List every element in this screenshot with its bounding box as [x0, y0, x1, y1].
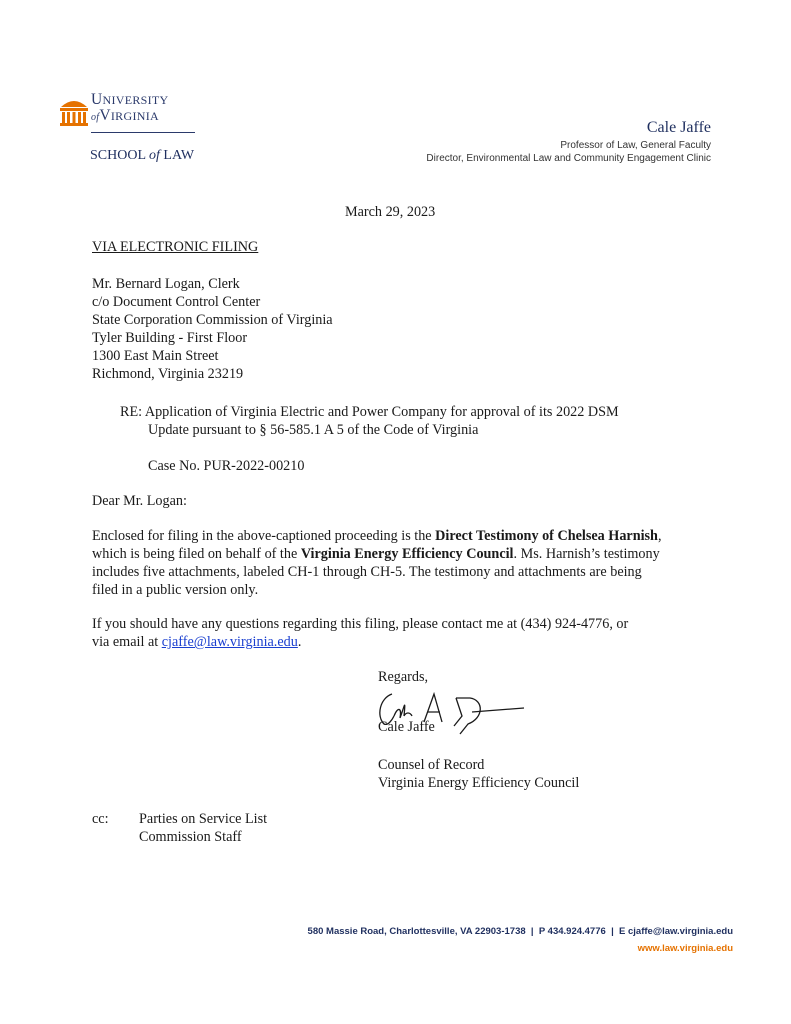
cc-item: Commission Staff [139, 829, 242, 845]
author-title-1: Professor of Law, General Faculty [560, 140, 711, 151]
text-run: , [657, 528, 662, 544]
cc-item: Parties on Service List [139, 811, 268, 827]
cc-label: cc: [92, 811, 109, 827]
body-paragraph-2 [92, 615, 628, 651]
footer-email: cjaffe@law.virginia.edu [628, 926, 733, 937]
address-line: Mr. Bernard Logan, Clerk [92, 276, 240, 292]
text-line: If you should have any questions regarding this filing, please contact me at (434) 924-4776, or [92, 616, 629, 632]
re-line: RE: Application of Virginia Electric and Power Company for approval of its 2022 DSM [120, 404, 619, 420]
footer-website: www.law.virginia.edu [637, 943, 733, 954]
text-run: Enclosed for filing in the above-captioned proceeding is the [92, 528, 436, 544]
signer-block [378, 756, 579, 792]
signer-organization: Virginia Energy Efficiency Council [378, 775, 580, 791]
signer-title: Counsel of Record [378, 757, 485, 773]
text-run: via email at [92, 634, 162, 650]
address-line: c/o Document Control Center [92, 294, 261, 310]
email-label: E [619, 926, 626, 937]
author-title-2: Director, Environmental Law and Community Engagement Clinic [426, 153, 711, 164]
text-run: . [297, 634, 302, 650]
university-logo [58, 92, 208, 172]
text-run: which is being filed on behalf of the [92, 546, 301, 562]
delivery-method: VIA ELECTRONIC FILING [92, 239, 259, 255]
footer-contact: 580 Massie Road, Charlottesville, VA 22903-1738 | P 434.924.4776 | E cjaffe@law.virginia.edu [307, 926, 733, 937]
school-name: SCHOOL of LAW [90, 148, 195, 163]
letter-date: March 29, 2023 [345, 204, 436, 220]
author-name: Cale Jaffe [646, 119, 711, 136]
address-line: Tyler Building - First Floor [92, 330, 248, 346]
university-wordmark: UNIVERSITY ofVIRGINIA [91, 91, 169, 124]
testimony-title: Direct Testimony of Chelsea Harnish [435, 528, 658, 544]
case-number: Case No. PUR-2022-00210 [148, 458, 305, 474]
address-line: Richmond, Virginia 23219 [92, 366, 244, 382]
logo-divider [91, 132, 195, 133]
closing: Regards, [378, 669, 429, 685]
cc-list [139, 810, 267, 846]
rotunda-icon [58, 94, 90, 126]
signer-name: Cale Jaffe [378, 719, 435, 735]
recipient-address [92, 275, 333, 383]
text-line: filed in a public version only. [92, 582, 259, 598]
address-line: State Corporation Commission of Virginia [92, 312, 333, 328]
client-name: Virginia Energy Efficiency Council [300, 546, 514, 562]
text-line: includes five attachments, labeled CH-1 through CH-5. The testimony and attachments are being [92, 564, 642, 580]
footer-phone: 434.924.4776 [547, 926, 606, 937]
salutation: Dear Mr. Logan: [92, 493, 187, 509]
body-paragraph-1 [92, 527, 662, 599]
email-link[interactable]: cjaffe@law.virginia.edu [161, 634, 298, 650]
text-run: . Ms. Harnish’s testimony [513, 546, 660, 562]
footer-address: 580 Massie Road, Charlottesville, VA 22903-1738 [307, 926, 526, 937]
re-line-continued: Update pursuant to § 56-585.1 A 5 of the Code of Virginia [148, 422, 479, 438]
phone-label: P [538, 926, 546, 937]
address-line: 1300 East Main Street [92, 348, 219, 364]
